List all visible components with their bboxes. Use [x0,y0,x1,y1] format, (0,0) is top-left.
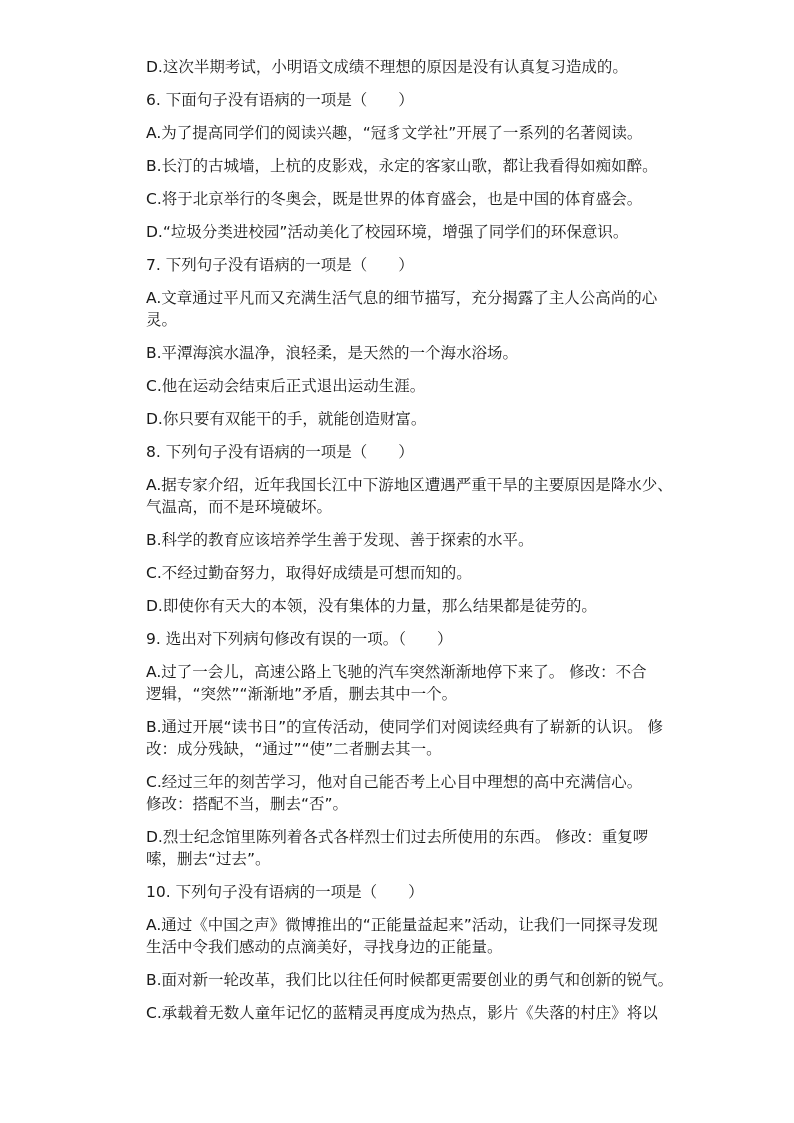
option-10a: A.通过《中国之声》微博推出的“正能量益起来”活动，让我们一同探寻发现 [146,916,658,934]
option-8a: A.据专家介绍，近年我国长江中下游地区遭遇严重干旱的主要原因是降水少、 [146,476,673,494]
option-8a-cont: 气温高，而不是环境破坏。 [146,498,333,516]
option-10c: C.承载着无数人童年记忆的蓝精灵再度成为热点，影片《失落的村庄》将以 [146,1004,658,1022]
option-6c: C.将于北京举行的冬奥会，既是世界的体育盛会，也是中国的体育盛会。 [146,190,643,208]
option-7c: C.他在运动会结束后正式退出运动生涯。 [146,377,426,395]
option-9a-cont: 逻辑，“突然”“渐渐地”矛盾，删去其中一个。 [146,685,458,703]
option-7a: A.文章通过平凡而又充满生活气息的细节描写，充分揭露了主人公高尚的心 [146,289,658,307]
text-line: D.这次半期考试，小明语文成绩不理想的原因是没有认真复习造成的。 [146,58,628,76]
option-6a: A.为了提高同学们的阅读兴趣，“冠豸文学社”开展了一系列的名著阅读。 [146,124,643,142]
option-7a-cont: 灵。 [146,311,178,329]
option-10a-cont: 生活中令我们感动的点滴美好，寻找身边的正能量。 [146,938,503,956]
question-10: 10. 下列句子没有语病的一项是（ ） [146,883,424,901]
document-page [146,56,686,1024]
option-9b-cont: 改：成分残缺，“通过”“使”二者删去其一。 [146,740,442,758]
option-8c: C.不经过勤奋努力，取得好成绩是可想而知的。 [146,564,472,582]
option-9c-cont: 修改：搭配不当，删去“否”。 [146,795,349,813]
option-10b: B.面对新一轮改革，我们比以往任何时候都更需要创业的勇气和创新的锐气。 [146,971,674,989]
question-7: 7. 下列句子没有语病的一项是（ ） [146,256,414,274]
question-8: 8. 下列句子没有语病的一项是（ ） [146,443,414,461]
question-9: 9. 选出对下列病句修改有误的一项。（ ） [146,630,453,648]
option-8b: B.科学的教育应该培养学生善于发现、善于探索的水平。 [146,531,534,549]
option-9d-cont: 嗦，删去“过去”。 [146,850,271,868]
option-6d: D.“垃圾分类进校园”活动美化了校园环境，增强了同学们的环保意识。 [146,223,629,241]
option-6b: B.长汀的古城墙，上杭的皮影戏，永定的客家山歌，都让我看得如痴如醉。 [146,157,658,175]
option-7b: B.平潭海滨水温净，浪轻柔，是天然的一个海水浴场。 [146,344,519,362]
option-9b: B.通过开展“读书日”的宣传活动，使同学们对阅读经典有了崭新的认识。 修 [146,718,664,736]
option-9a: A.过了一会儿，高速公路上飞驰的汽车突然渐渐地停下来了。 修改：不合 [146,663,647,681]
option-9d: D.烈士纪念馆里陈列着各式各样烈士们过去所使用的东西。 修改：重复啰 [146,828,649,846]
option-7d: D.你只要有双能干的手，就能创造财富。 [146,410,427,428]
option-8d: D.即使你有天大的本领，没有集体的力量，那么结果都是徒劳的。 [146,597,597,615]
question-6: 6. 下面句子没有语病的一项是（ ） [146,91,414,109]
option-9c: C.经过三年的刻苦学习，他对自己能否考上心目中理想的高中充满信心。 [146,773,643,791]
